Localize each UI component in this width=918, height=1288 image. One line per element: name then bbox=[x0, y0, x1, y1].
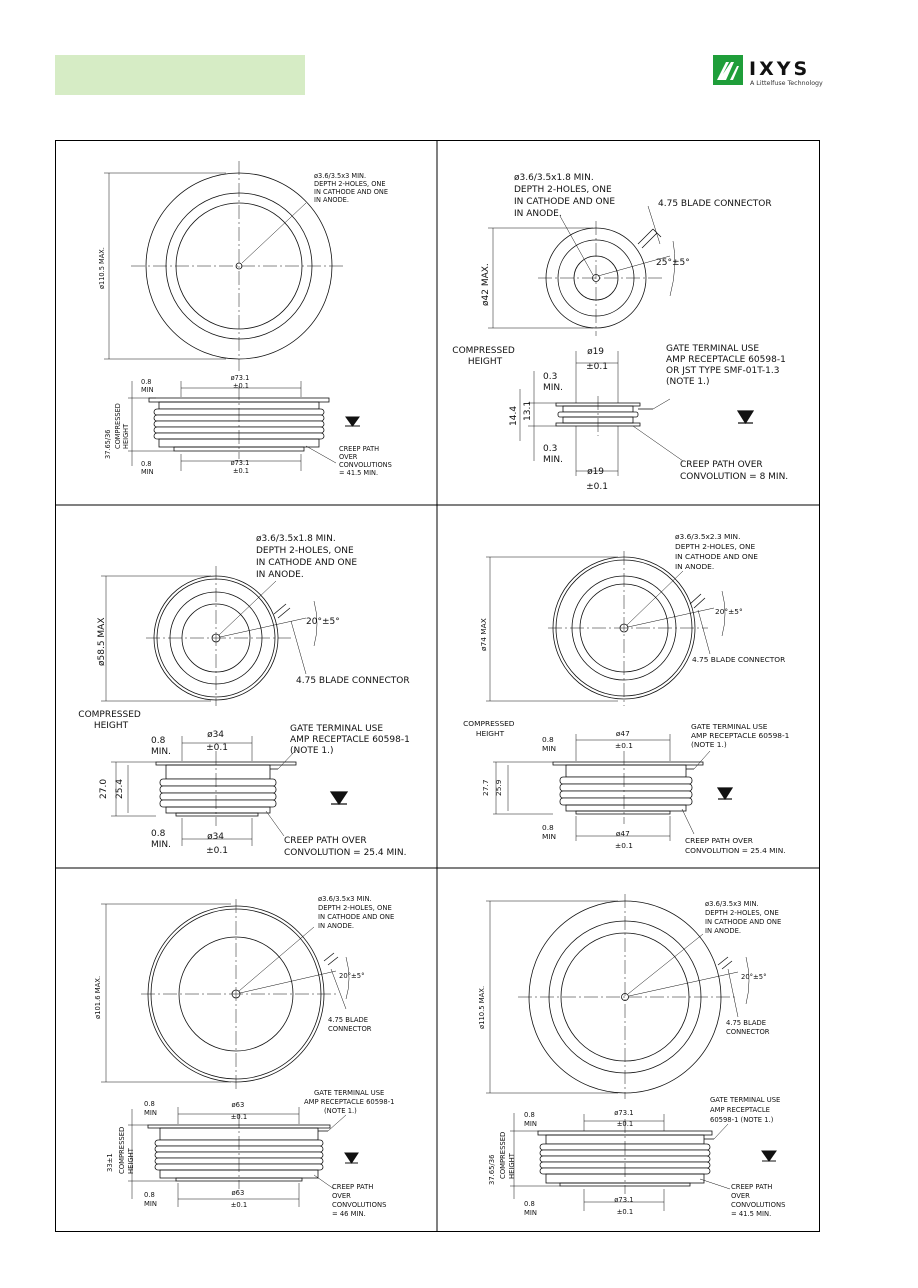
bottom-diameter: ø34 ±0.1 bbox=[206, 832, 228, 856]
inner-height-label: 25.9 bbox=[494, 779, 503, 796]
creep-note: CREEP PATH OVER CONVOLUTION = 8 MIN. bbox=[680, 460, 789, 482]
creep-note: CREEP PATH OVER CONVOLUTION = 25.4 MIN. bbox=[284, 836, 407, 858]
bottom-gap: 0.8 MIN bbox=[524, 1200, 537, 1217]
top-gap: 0.8 MIN bbox=[144, 1100, 157, 1117]
panel-1-drawing bbox=[56, 141, 437, 505]
gate-note: GATE TERMINAL USE AMP RECEPTACLE 60598-1 OR JST TYPE SMF-01T-1.3 (NOTE 1.) bbox=[666, 344, 786, 387]
panel-6-drawing bbox=[438, 869, 819, 1231]
top-gap: 0.3 MIN. bbox=[543, 372, 564, 393]
side-view bbox=[128, 381, 360, 471]
angle-label: 20°±5° bbox=[715, 607, 743, 616]
gate-note: GATE TERMINAL USE AMP RECEPTACLE 60598-1 (NOTE 1.) bbox=[304, 1089, 395, 1115]
bottom-gap: 0.3 MIN. bbox=[543, 444, 564, 465]
blade-connector-label: 4.75 BLADE CONNECTOR bbox=[692, 655, 786, 664]
compressed-label: COMPRESSED HEIGHT bbox=[463, 719, 515, 738]
creep-note: CREEP PATH OVER CONVOLUTIONS = 41.5 MIN. bbox=[731, 1183, 786, 1218]
height-label: 37.65/36 bbox=[104, 429, 112, 459]
top-view bbox=[486, 551, 725, 706]
angle-label: 20°±5° bbox=[306, 617, 340, 627]
side-view bbox=[493, 734, 732, 841]
top-gap: 0.8 MIN bbox=[141, 378, 154, 394]
top-diameter: ø63 ±0.1 bbox=[230, 1101, 248, 1121]
bottom-diameter: ø47 ±0.1 bbox=[615, 829, 633, 850]
brand-name: IXYS bbox=[749, 58, 811, 80]
top-gap: 0.8 MIN bbox=[542, 735, 557, 753]
bottom-diameter: ø73.1 ±0.1 bbox=[230, 459, 250, 475]
inner-height-label: 25.4 bbox=[115, 778, 125, 799]
top-gap: 0.8 MIN. bbox=[151, 736, 172, 757]
outer-diameter-label: ø74 MAX bbox=[479, 618, 488, 651]
panel-3-drawing bbox=[56, 506, 437, 868]
top-view bbox=[104, 161, 346, 371]
angle-label: 25°±5° bbox=[656, 258, 690, 268]
hole-note: ø3.6/3.5x3 MIN. DEPTH 2-HOLES, ONE IN CATHODE AND ONE IN ANODE. bbox=[318, 895, 395, 930]
outer-diameter-label: ø42 MAX. bbox=[481, 263, 491, 306]
angle-label: 20°±5° bbox=[741, 973, 767, 981]
angle-label: 20°±5° bbox=[339, 972, 365, 980]
blade-connector-label: 4.75 BLADE CONNECTOR bbox=[726, 1019, 770, 1036]
compressed-label: COMPRESSED HEIGHT bbox=[114, 403, 130, 449]
compressed-label: COMPRESSED HEIGHT bbox=[452, 346, 515, 367]
outer-diameter-label: ø58.5 MAX bbox=[97, 617, 107, 666]
top-diameter: ø19 ±0.1 bbox=[586, 347, 608, 372]
gate-note: GATE TERMINAL USE AMP RECEPTACLE 60598-1 (NOTE 1.) bbox=[710, 1096, 781, 1124]
top-diameter: ø73.1 ±0.1 bbox=[614, 1109, 634, 1128]
creep-note: CREEP PATH OVER CONVOLUTIONS = 46 MIN. bbox=[332, 1183, 387, 1218]
hole-note: ø3.6/3.5x3 MIN. DEPTH 2-HOLES, ONE IN CATHODE AND ONE IN ANODE. bbox=[314, 172, 388, 204]
compressed-label: COMPRESSED HEIGHT bbox=[118, 1126, 135, 1174]
bottom-diameter: ø63 ±0.1 bbox=[230, 1189, 248, 1209]
height-label: 27.0 bbox=[99, 778, 109, 799]
inner-height-label: 13.1 bbox=[523, 400, 533, 421]
height-label: 37.65/36 bbox=[488, 1154, 496, 1185]
hole-note: ø3.6/3.5x1.8 MIN. DEPTH 2-HOLES, ONE IN CATHODE AND ONE IN ANODE. bbox=[256, 534, 357, 580]
top-gap: 0.8 MIN bbox=[524, 1111, 537, 1128]
height-label: 14.4 bbox=[509, 405, 519, 426]
outer-diameter-label: ø110.5 MAX. bbox=[98, 247, 106, 289]
bottom-gap: 0.8 MIN bbox=[144, 1191, 157, 1208]
bottom-diameter: ø73.1 ±0.1 bbox=[614, 1196, 634, 1216]
gate-note: GATE TERMINAL USE AMP RECEPTACLE 60598-1 (NOTE 1.) bbox=[290, 724, 410, 756]
creep-note: CREEP PATH OVER CONVOLUTIONS = 41.5 MIN. bbox=[339, 445, 392, 477]
height-label: 33±1 bbox=[106, 1153, 114, 1172]
height-label: 27.7 bbox=[481, 779, 490, 796]
hole-note: ø3.6/3.5x3 MIN. DEPTH 2-HOLES, ONE IN CATHODE AND ONE IN ANODE. bbox=[705, 900, 782, 935]
gate-note: GATE TERMINAL USE AMP RECEPTACLE 60598-1 (NOTE 1.) bbox=[691, 722, 790, 749]
panel-4-drawing bbox=[438, 506, 819, 868]
outer-diameter-label: ø110.5 MAX. bbox=[478, 985, 486, 1029]
ixys-logo bbox=[713, 54, 823, 90]
blade-connector-label: 4.75 BLADE CONNECTOR bbox=[296, 676, 410, 686]
top-diameter: ø34 ±0.1 bbox=[206, 730, 228, 753]
bottom-gap: 0.8 MIN bbox=[542, 823, 557, 841]
top-diameter: ø47 ±0.1 bbox=[615, 729, 633, 750]
panel-5-drawing bbox=[56, 869, 437, 1231]
blade-connector-label: 4.75 BLADE CONNECTOR bbox=[328, 1016, 372, 1033]
hole-note: ø3.6/3.5x2.3 MIN. DEPTH 2-HOLES, ONE IN CATHODE AND ONE IN ANODE. bbox=[675, 532, 758, 571]
bottom-diameter: ø19 ±0.1 bbox=[586, 467, 608, 492]
compressed-label: COMPRESSED HEIGHT bbox=[78, 710, 141, 731]
top-view bbox=[488, 206, 675, 336]
bottom-gap: 0.8 MIN. bbox=[151, 829, 172, 850]
top-view bbox=[101, 566, 317, 706]
header-band bbox=[55, 55, 305, 95]
creep-note: CREEP PATH OVER CONVOLUTION = 25.4 MIN. bbox=[685, 836, 786, 855]
top-diameter: ø73.1 ±0.1 bbox=[230, 374, 250, 390]
hole-note: ø3.6/3.5x1.8 MIN. DEPTH 2-HOLES, ONE IN CATHODE AND ONE IN ANODE. bbox=[514, 173, 615, 219]
brand-tagline: A Littelfuse Technology bbox=[750, 80, 823, 87]
compressed-label: COMPRESSED HEIGHT bbox=[499, 1131, 516, 1179]
bottom-gap: 0.8 MIN bbox=[141, 460, 154, 476]
blade-connector-label: 4.75 BLADE CONNECTOR bbox=[658, 199, 772, 209]
outer-diameter-label: ø101.6 MAX. bbox=[94, 975, 102, 1019]
panel-2-drawing bbox=[438, 141, 819, 505]
top-view bbox=[101, 899, 349, 1089]
